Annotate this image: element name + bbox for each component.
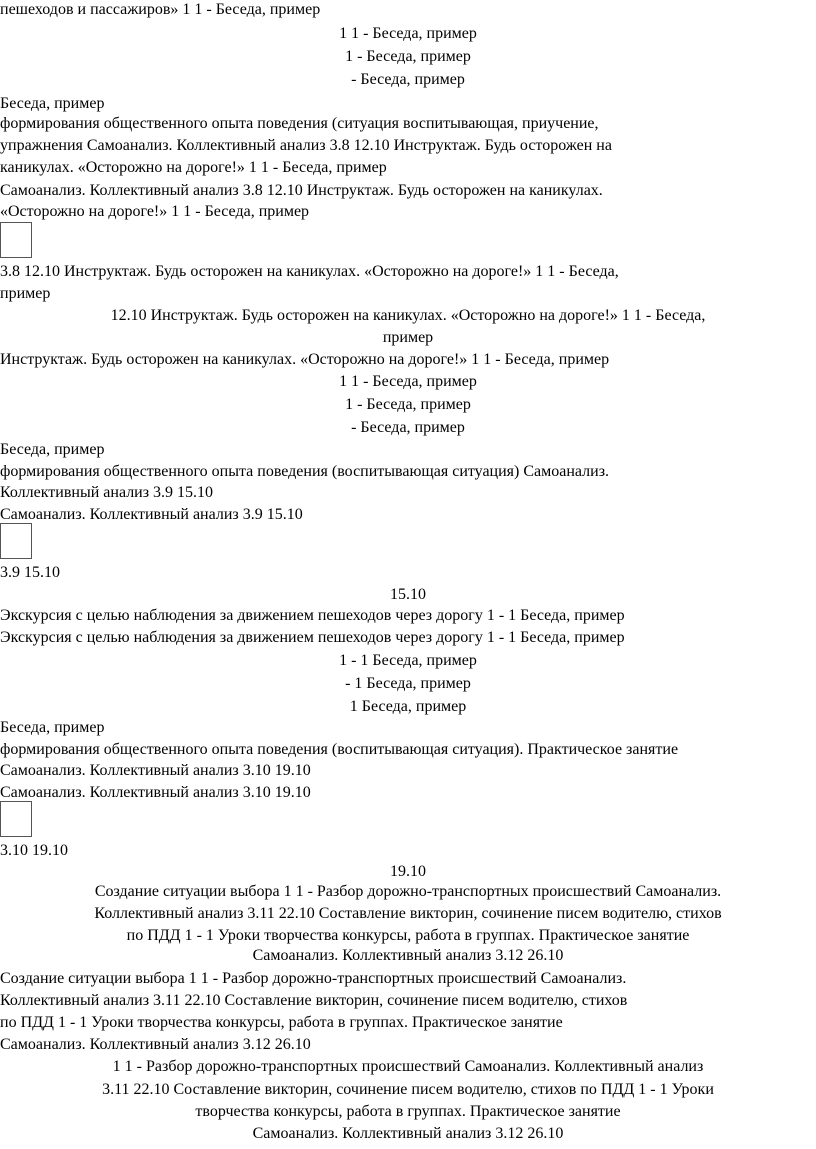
text-line: Самоанализ. Коллективный анализ 3.12 26.10 — [0, 1036, 311, 1053]
text-line: 1 - Беседа, пример — [345, 396, 471, 413]
text-line: Экскурсия с целью наблюдения за движением пешеходов через дорогу 1 - 1 Беседа, пример — [0, 629, 625, 646]
text-line: Коллективный анализ 3.11 22.10 Составление викторин, сочинение писем водителю, стихов — [94, 905, 722, 922]
text-line: формирования общественного опыта поведения (воспитывающая ситуация). Практическое занятие — [0, 741, 679, 758]
text-line: Экскурсия с целью наблюдения за движением пешеходов через дорогу 1 - 1 Беседа, пример — [0, 607, 625, 624]
text-line: «Осторожно на дороге!» 1 1 - Беседа, пример — [0, 203, 310, 220]
empty-box — [0, 222, 32, 258]
empty-box — [0, 801, 32, 837]
text-line: 15.10 — [390, 586, 426, 603]
text-line: Самоанализ. Коллективный анализ 3.9 15.10 — [0, 506, 303, 523]
text-line: Самоанализ. Коллективный анализ 3.10 19.10 — [0, 784, 311, 801]
text-line: Создание ситуации выбора 1 1 - Разбор дорожно-транспортных происшествий Самоанализ. — [94, 883, 722, 900]
text-line: - Беседа, пример — [351, 71, 465, 88]
text-line: 3.10 19.10 — [0, 842, 68, 859]
text-line: 19.10 — [390, 863, 426, 880]
text-line: Коллективный анализ 3.9 15.10 — [0, 484, 214, 501]
text-line: Коллективный анализ 3.11 22.10 Составление викторин, сочинение писем водителю, стихов — [0, 992, 628, 1009]
text-line: Беседа, пример — [0, 95, 105, 112]
text-line: - 1 Беседа, пример — [345, 675, 471, 692]
text-line: формирования общественного опыта поведения (воспитывающая ситуация) Самоанализ. — [0, 463, 610, 480]
text-line: 3.11 22.10 Составление викторин, сочинение писем водителю, стихов по ПДД 1 - 1 Уроки — [102, 1081, 714, 1098]
text-line: Создание ситуации выбора 1 1 - Разбор дорожно-транспортных происшествий Самоанализ. — [0, 970, 627, 987]
text-line: 1 - Беседа, пример — [345, 48, 471, 65]
text-line: Инструктаж. Будь осторожен на каникулах. «Осторожно на дороге!» 1 1 - Беседа, пример — [0, 351, 610, 368]
text-line: 1 Беседа, пример — [349, 698, 467, 715]
text-line: 12.10 Инструктаж. Будь осторожен на каникулах. «Осторожно на дороге!» 1 1 - Беседа, — [110, 307, 706, 324]
text-line: творчества конкурсы, работа в группах. Практическое занятие — [195, 1103, 621, 1120]
text-line: 1 1 - Разбор дорожно-транспортных происшествий Самоанализ. Коллективный анализ — [112, 1058, 704, 1075]
text-line: 1 1 - Беседа, пример — [339, 25, 477, 42]
text-line: Самоанализ. Коллективный анализ 3.10 19.10 — [0, 762, 311, 779]
text-line: Самоанализ. Коллективный анализ 3.12 26.10 — [252, 947, 564, 964]
text-line: по ПДД 1 - 1 Уроки творчества конкурсы, работа в группах. Практическое занятие — [126, 927, 690, 944]
text-line: по ПДД 1 - 1 Уроки творчества конкурсы, работа в группах. Практическое занятие — [0, 1014, 563, 1031]
text-line: Беседа, пример — [0, 441, 105, 458]
text-line: упражнения Самоанализ. Коллективный анализ 3.8 12.10 Инструктаж. Будь осторожен на — [0, 137, 612, 154]
text-line: 3.9 15.10 — [0, 564, 60, 581]
text-line: каникулах. «Осторожно на дороге!» 1 1 - Беседа, пример — [0, 159, 387, 176]
text-line: 1 - 1 Беседа, пример — [339, 652, 477, 669]
text-line: 1 1 - Беседа, пример — [339, 373, 477, 390]
text-line: пример — [382, 329, 434, 346]
empty-box — [0, 523, 32, 559]
text-line: формирования общественного опыта поведения (ситуация воспитывающая, приучение, — [0, 115, 599, 132]
text-line: Самоанализ. Коллективный анализ 3.12 26.10 — [252, 1125, 564, 1142]
text-line: пешеходов и пассажиров» 1 1 - Беседа, пример — [0, 1, 321, 18]
text-line: Самоанализ. Коллективный анализ 3.8 12.10 Инструктаж. Будь осторожен на каникулах. — [0, 182, 603, 199]
text-line: - Беседа, пример — [351, 419, 465, 436]
text-line: 3.8 12.10 Инструктаж. Будь осторожен на каникулах. «Осторожно на дороге!» 1 1 - Беседа, — [0, 263, 619, 280]
text-line: пример — [0, 285, 51, 302]
text-line: Беседа, пример — [0, 719, 105, 736]
